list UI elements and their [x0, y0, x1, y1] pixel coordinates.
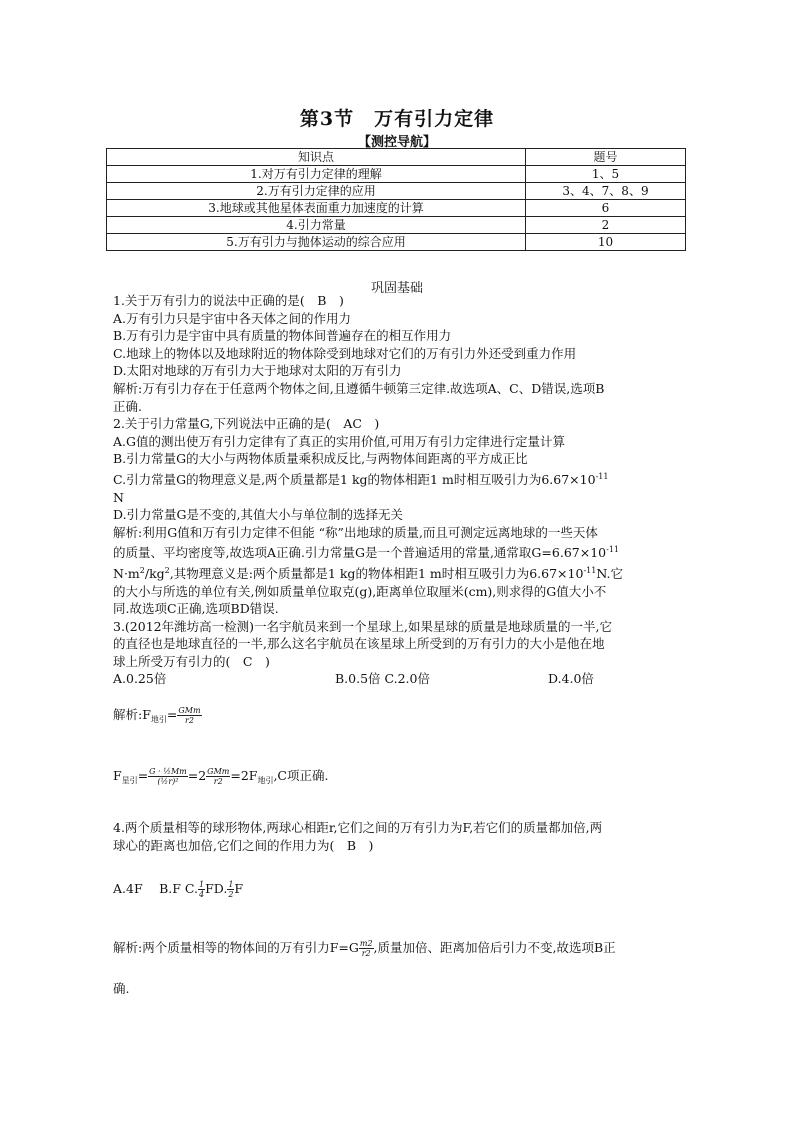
page-title: 第3节 万有引力定律: [299, 108, 495, 130]
table-cell: 3.地球或其他星体表面重力加速度的计算: [107, 200, 526, 217]
q1-option-d: D.太阳对地球的万有引力大于地球对太阳的万有引力: [113, 363, 402, 379]
q2-option-c: [113, 468, 683, 489]
text: /kg: [144, 565, 165, 581]
q3-stem-l3: 球上所受万有引力的( C ): [113, 653, 270, 669]
exponent: -11: [595, 471, 609, 481]
q2-analysis-l5: 同.故选项C正确,选项BD错误.: [113, 601, 279, 617]
text: FD.: [205, 881, 228, 897]
fraction: [206, 767, 230, 786]
q1-analysis-cont: 正确.: [113, 398, 142, 414]
numerator: GMm: [178, 706, 201, 716]
q3-options: [113, 670, 683, 688]
q2-option-a: A.G值的测出使万有引力定律有了真正的实用价值,可用万有引力定律进行定量计算: [113, 433, 565, 449]
table-cell: 10: [526, 234, 686, 251]
exponent: -11: [606, 545, 619, 555]
q3-analysis-formula-2: [113, 767, 683, 790]
question-body: [113, 292, 683, 998]
text: 的质量、平均密度等,故选项A正确.引力常量G是一个普遍适用的常量,通常取G=6.67×10: [113, 545, 607, 561]
text: =2F: [230, 767, 258, 783]
numerator: 1: [228, 880, 234, 890]
q4-analysis: [113, 939, 683, 958]
q4-stem-l2: 球心的距离也加倍,它们之间的作用力为( B ): [113, 837, 374, 853]
q4-stem-l1: 4.两个质量相等的球形物体,两球心相距r,它们之间的万有引力为F,若它们的质量都加倍,两: [113, 820, 603, 836]
fraction: [177, 706, 201, 725]
q2-option-d: D.引力常量G是不变的,其值大小与单位制的选择无关: [113, 507, 404, 523]
table-row: [107, 200, 686, 217]
table-row: [107, 217, 686, 234]
text: F: [113, 767, 122, 783]
q1-stem: 1.关于万有引力的说法中正确的是( B ): [113, 293, 344, 308]
q1-option-b: B.万有引力是宇宙中具有质量的物体间普遍存在的相互作用力: [113, 328, 452, 344]
numerator: GMm: [207, 766, 230, 776]
q4-analysis-cont: 确.: [113, 981, 130, 997]
table-header-row: [107, 149, 686, 166]
q1-analysis: 解析:万有引力存在于任意两个物体之间,且遵循牛顿第三定律.故选项A、C、D错误,选项B: [113, 380, 605, 396]
table-cell: 1.对万有引力定律的理解: [107, 166, 526, 183]
q2-analysis-l3: [113, 562, 683, 583]
page-subtitle: 【测控导航】: [357, 135, 436, 150]
q2-analysis: 解析:利用G值和万有引力定律不但能 “称”出地球的质量,而且可测定远离地球的一些天体: [113, 524, 598, 540]
text: N·m: [113, 565, 140, 581]
text: C.引力常量G的物理意义是,两个质量都是1 kg的物体相距1 m时相互吸引力为6.67×10: [113, 471, 596, 487]
numerator: G · ½Mm: [149, 766, 187, 776]
text: 解析:F: [113, 707, 151, 723]
q3-option-a: A.0.25倍: [113, 671, 167, 687]
denominator: (½r)²: [157, 776, 179, 786]
subscript: 地引: [257, 775, 274, 785]
q1-option-c: C.地球上的物体以及地球附近的物体除受到地球对它们的万有引力外还受到重力作用: [113, 345, 577, 361]
q3-option-d: D.4.0倍: [548, 671, 594, 687]
table-row: [107, 166, 686, 183]
q3-stem-l1: 3.(2012年潍坊高一检测)一名宇航员来到一个星球上,如果星球的质量是地球质量的一半,它: [113, 618, 612, 634]
exponent: 2: [139, 565, 145, 575]
text: =: [137, 767, 149, 783]
q2-stem: 2.关于引力常量G,下列说法中正确的是( AC ): [113, 416, 380, 432]
subscript: 星引: [121, 775, 138, 785]
q2-analysis-l2: [113, 541, 683, 562]
exponent: 2: [164, 565, 170, 575]
table-cell: 6: [526, 200, 686, 217]
denominator: r2: [361, 949, 371, 959]
table-cell: 2.万有引力定律的应用: [107, 183, 526, 200]
table-cell: 4.引力常量: [107, 217, 526, 234]
fraction: [359, 939, 374, 958]
q2-analysis-l4: 的大小与所选的单位有关,例如质量单位取克(g),距离单位取厘米(cm),则求得的G值大小不: [113, 583, 607, 599]
numerator: 1: [199, 880, 205, 890]
numerator: m2: [359, 939, 373, 949]
text: ,其物理意义是:两个质量都是1 kg的物体相距1 m时相互吸引力为6.67×10: [169, 565, 584, 581]
table-header-topic: 知识点: [107, 149, 526, 166]
q3-option-bc: B.0.5倍 C.2.0倍: [335, 671, 430, 687]
text: ,C项正确.: [273, 767, 329, 783]
q4-options: [113, 880, 683, 899]
table-row: [107, 183, 686, 200]
table-row: [107, 234, 686, 251]
q1-option-a: A.万有引力只是宇宙中各天体之间的作用力: [113, 310, 352, 326]
denominator: r2: [213, 776, 223, 786]
fraction: [148, 767, 188, 786]
q2-option-c-cont: N: [113, 489, 124, 505]
text: N.它: [596, 565, 623, 581]
text: =2: [187, 767, 207, 783]
table-cell: 2: [526, 217, 686, 234]
table-header-question: 题号: [526, 149, 686, 166]
text: ,质量加倍、距离加倍后引力不变,故选项B正: [373, 940, 616, 956]
section-heading: 巩固基础: [370, 281, 423, 296]
q3-analysis-formula-1: [113, 706, 683, 729]
q2-option-b: B.引力常量G的大小与两物体质量乘积成反比,与两物体间距离的平方成正比: [113, 451, 528, 467]
denominator: r2: [185, 716, 194, 726]
navigation-table: [106, 148, 686, 251]
q3-stem-l2: 的直径也是地球直径的一半,那么这名宇航员在该星球上所受到的万有引力的大小是他在地: [113, 636, 605, 652]
text: =: [166, 707, 178, 723]
denominator: 2: [228, 890, 234, 900]
table-cell: 1、5: [526, 166, 686, 183]
table-cell: 5.万有引力与抛体运动的综合应用: [107, 234, 526, 251]
text: F: [234, 881, 244, 897]
exponent: -11: [583, 565, 597, 575]
subscript: 地引: [150, 715, 167, 725]
table-cell: 3、4、7、8、9: [526, 183, 686, 200]
denominator: 4: [199, 890, 205, 900]
text: A.4F B.F C.: [113, 881, 198, 897]
text: 解析:两个质量相等的物体间的万有引力F=G: [113, 940, 359, 956]
